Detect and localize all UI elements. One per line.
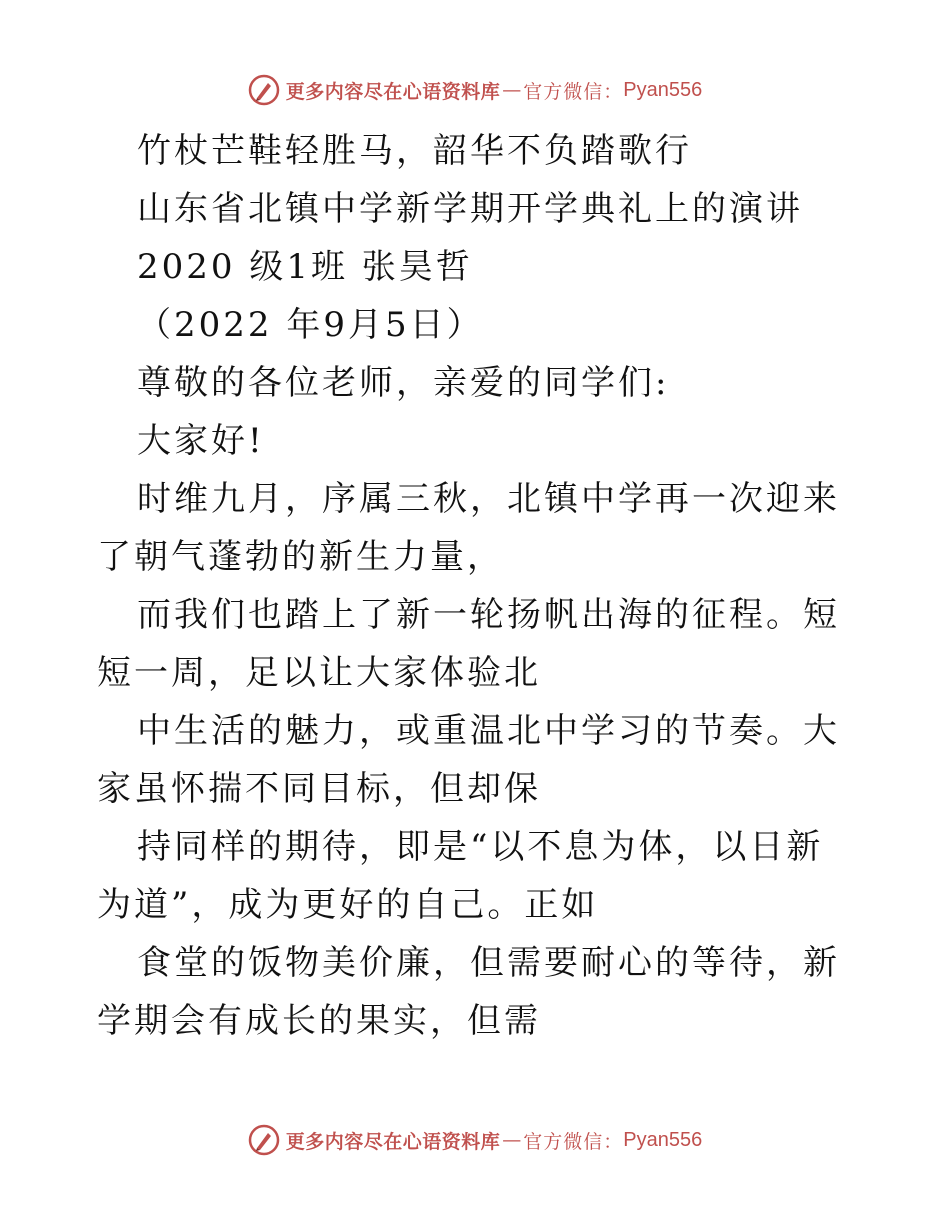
body-paragraph: 持同样的期待，即是“以不息为体，以日新为道”，成为更好的自己。正如: [97, 827, 824, 925]
body-paragraph: 中生活的魅力，或重温北中学习的节奏。大家虽怀揣不同目标，但却保: [97, 711, 840, 809]
greeting: 大家好!: [137, 421, 265, 461]
body-paragraph: 时维九月，序属三秋，北镇中学再一次迎来了朝气蓬勃的新生力量，: [97, 479, 840, 577]
salutation: 尊敬的各位老师，亲爱的同学们:: [137, 363, 670, 403]
footer-banner: [0, 1122, 950, 1158]
header-banner: [0, 72, 950, 108]
pen-logo-icon: [248, 74, 280, 106]
body-paragraph: 而我们也踏上了新一轮扬帆出海的征程。短短一周，足以让大家体验北: [97, 595, 840, 693]
document-body: [97, 122, 857, 1050]
speaker-line: 2020 级1班 张昊哲: [137, 247, 473, 287]
banner-dash: —: [502, 79, 522, 101]
banner-main-text: 更多内容尽在心语资料库: [285, 80, 501, 103]
banner-sub-text: 官方微信：: [523, 80, 624, 103]
banner-sub-text: 官方微信：: [523, 1130, 624, 1153]
body-paragraph: 食堂的饭物美价廉，但需要耐心的等待，新学期会有成长的果实，但需: [97, 943, 840, 1041]
speech-title: 竹杖芒鞋轻胜马，韶华不负踏歌行: [137, 131, 692, 171]
banner-main-text: 更多内容尽在心语资料库: [285, 1130, 501, 1153]
banner-wechat-id: Pyan556: [623, 1128, 703, 1151]
banner-wechat-id: Pyan556: [623, 78, 703, 101]
banner-dash: —: [502, 1129, 522, 1151]
date-line: （2022 年9月5日）: [137, 305, 484, 345]
speech-subtitle: 山东省北镇中学新学期开学典礼上的演讲: [137, 189, 803, 229]
pen-logo-icon: [248, 1124, 280, 1156]
